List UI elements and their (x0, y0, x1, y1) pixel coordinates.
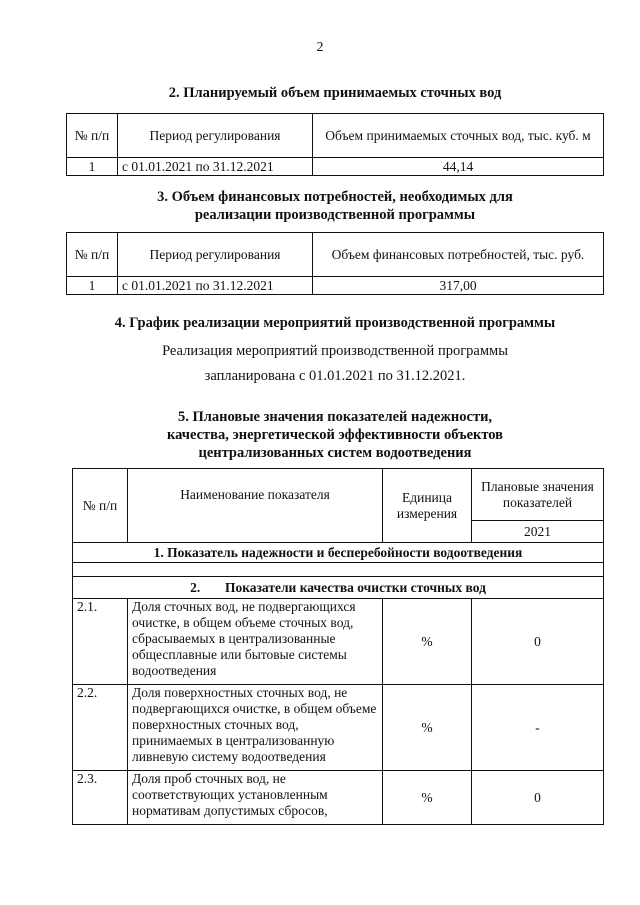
cell-name: Доля поверхностных сточных вод, не подвергающихся очистке, в общем объеме поверхностных сточных вод, принимаемых в централизованную ливневую систему водоотведения (128, 685, 383, 771)
section3-title-line1: 3. Объем финансовых потребностей, необходимых для (157, 189, 513, 205)
cell-name: Доля сточных вод, не подвергающихся очистке, в общем объеме сточных вод, сбрасываемых в централизованные общесплавные или бытовые системы водоотведения (128, 599, 383, 685)
cell-value: - (472, 685, 604, 771)
indicators-table (72, 468, 604, 825)
cell-unit: % (383, 599, 472, 685)
header-name: Наименование показателя (128, 469, 383, 543)
section3-title (40, 188, 630, 224)
section3-title-line2: реализации производственной программы (194, 207, 476, 223)
table-row (73, 771, 604, 825)
cell-finance: 317,00 (313, 277, 604, 295)
section2-table (66, 113, 604, 176)
cell-num: 2.1. (73, 599, 128, 685)
cell-unit: % (383, 771, 472, 825)
header-num: № п/п (67, 233, 118, 277)
header-year: 2021 (472, 521, 604, 543)
cell-num: 2.2. (73, 685, 128, 771)
header-num: № п/п (73, 469, 128, 543)
section4-title: 4. График реализации мероприятий производственной программы (114, 315, 556, 331)
header-unit: Единица измерения (383, 469, 472, 543)
cell-num: 1 (67, 277, 118, 295)
subsection2-number: 2. (190, 579, 201, 595)
table-row (67, 277, 604, 295)
section3-table (66, 232, 604, 295)
section2-title: 2. Планируемый объем принимаемых сточных вод (168, 85, 502, 101)
page-number: 2 (316, 40, 324, 55)
section4-text-line2: запланирована с 01.01.2021 по 31.12.2021. (204, 368, 466, 384)
section5-title-line1: 5. Плановые значения показателей надежности, (177, 409, 493, 425)
cell-unit: % (383, 685, 472, 771)
cell-num: 1 (67, 158, 118, 176)
table-row (67, 158, 604, 176)
cell-period: с 01.01.2021 по 31.12.2021 (118, 277, 313, 295)
section5-title-line2: качества, энергетической эффективности объектов (166, 427, 504, 443)
cell-name: Доля проб сточных вод, не соответствующих установленным нормативам допустимых сбросов, (128, 771, 383, 825)
table-row (73, 599, 604, 685)
header-finance: Объем финансовых потребностей, тыс. руб. (313, 233, 604, 277)
header-num: № п/п (67, 114, 118, 158)
header-volume: Объем принимаемых сточных вод, тыс. куб. м (313, 114, 604, 158)
section4-text-line1: Реализация мероприятий производственной программы (162, 343, 508, 359)
subsection2-title (73, 577, 604, 599)
header-period: Период регулирования (118, 114, 313, 158)
table-row (73, 685, 604, 771)
header-period: Период регулирования (118, 233, 313, 277)
header-plan: Плановые значения показателей (472, 469, 604, 521)
subsection2-label: Показатели качества очистки сточных вод (224, 579, 486, 595)
subsection1-title: 1. Показатель надежности и бесперебойности водоотведения (73, 543, 604, 563)
section5-title-line3: централизованных систем водоотведения (198, 445, 472, 461)
cell-volume: 44,14 (313, 158, 604, 176)
cell-value: 0 (472, 771, 604, 825)
cell-value: 0 (472, 599, 604, 685)
empty-row (73, 563, 604, 577)
cell-num: 2.3. (73, 771, 128, 825)
section5-title (40, 408, 630, 462)
cell-period: с 01.01.2021 по 31.12.2021 (118, 158, 313, 176)
